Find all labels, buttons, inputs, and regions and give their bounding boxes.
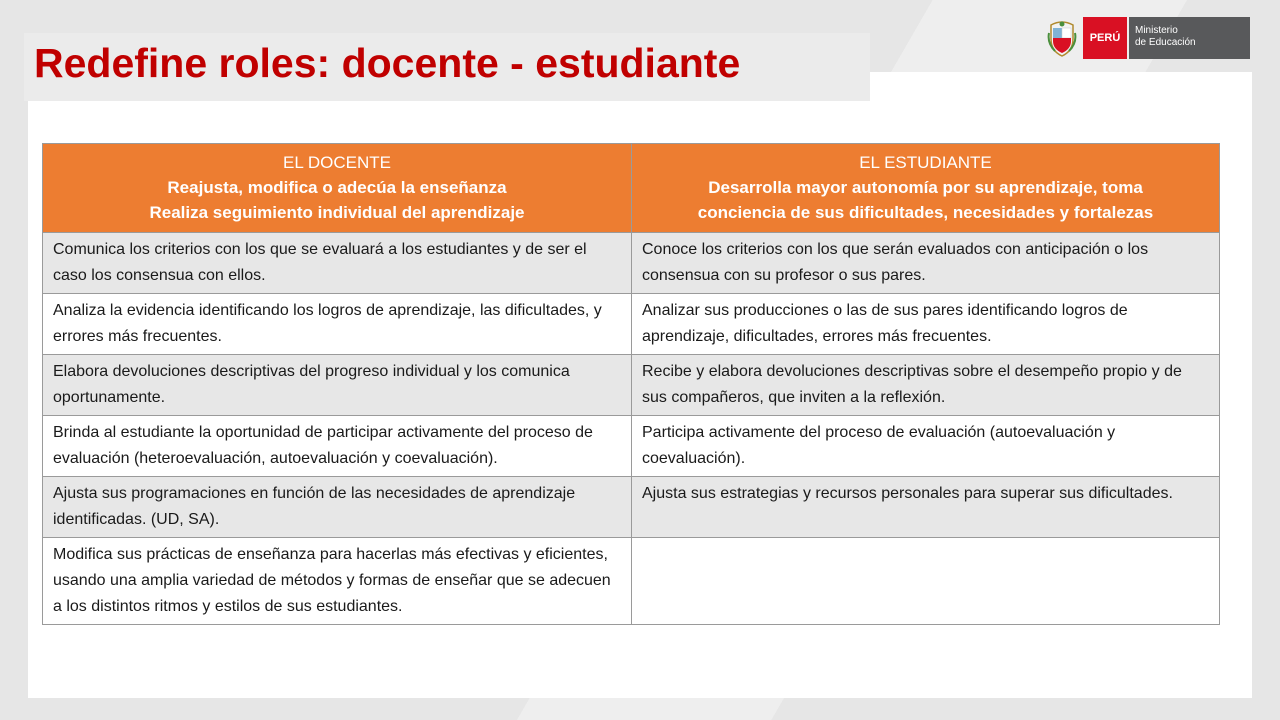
- cell-estudiante: Conoce los criterios con los que serán evaluados con anticipación o los consensua con su profesor o sus pares.: [632, 233, 1220, 294]
- cell-estudiante: Analizar sus producciones o las de sus pares identificando logros de aprendizaje, dificultades, errores más frecuentes.: [632, 294, 1220, 355]
- page-title: Redefine roles: docente - estudiante: [34, 40, 741, 86]
- cell-docente: Elabora devoluciones descriptivas del progreso individual y los comunica oportunamente.: [43, 355, 632, 416]
- cell-estudiante: Ajusta sus estrategias y recursos personales para superar sus dificultades.: [632, 477, 1220, 538]
- table-row: [43, 294, 1220, 355]
- roles-table: [42, 143, 1220, 625]
- cell-docente: Brinda al estudiante la oportunidad de participar activamente del proceso de evaluación (heteroevaluación, autoevaluación y coevaluación).: [43, 416, 632, 477]
- ministry-label: Ministerio de Educación: [1129, 17, 1250, 59]
- table-header-row: [43, 144, 1220, 233]
- table-row: [43, 538, 1220, 625]
- header-docente: EL DOCENTE Reajusta, modifica o adecúa la enseñanza Realiza seguimiento individual del aprendizaje: [43, 144, 632, 233]
- table-row: [43, 477, 1220, 538]
- header-estudiante: EL ESTUDIANTE Desarrolla mayor autonomía por su aprendizaje, toma conciencia de sus dificultades, necesidades y fortalezas: [632, 144, 1220, 233]
- cell-docente: Analiza la evidencia identificando los logros de aprendizaje, las dificultades, y errores más frecuentes.: [43, 294, 632, 355]
- table-row: [43, 416, 1220, 477]
- country-label: PERÚ: [1083, 17, 1127, 59]
- cell-docente: Ajusta sus programaciones en función de las necesidades de aprendizaje identificadas. (UD, SA).: [43, 477, 632, 538]
- table-row: [43, 233, 1220, 294]
- cell-estudiante: Participa activamente del proceso de evaluación (autoevaluación y coevaluación).: [632, 416, 1220, 477]
- table-row: [43, 355, 1220, 416]
- cell-estudiante: Recibe y elabora devoluciones descriptivas sobre el desempeño propio y de sus compañeros, que inviten a la reflexión.: [632, 355, 1220, 416]
- coat-of-arms-icon: [1045, 17, 1079, 59]
- cell-docente: Comunica los criterios con los que se evaluará a los estudiantes y de ser el caso los consensua con ellos.: [43, 233, 632, 294]
- cell-estudiante: [632, 538, 1220, 625]
- minedu-logo: [1045, 17, 1250, 59]
- cell-docente: Modifica sus prácticas de enseñanza para hacerlas más efectivas y eficientes, usando una amplia variedad de métodos y formas de enseñar que se adecuen a los distintos ritmos y estilos de sus estudiantes.: [43, 538, 632, 625]
